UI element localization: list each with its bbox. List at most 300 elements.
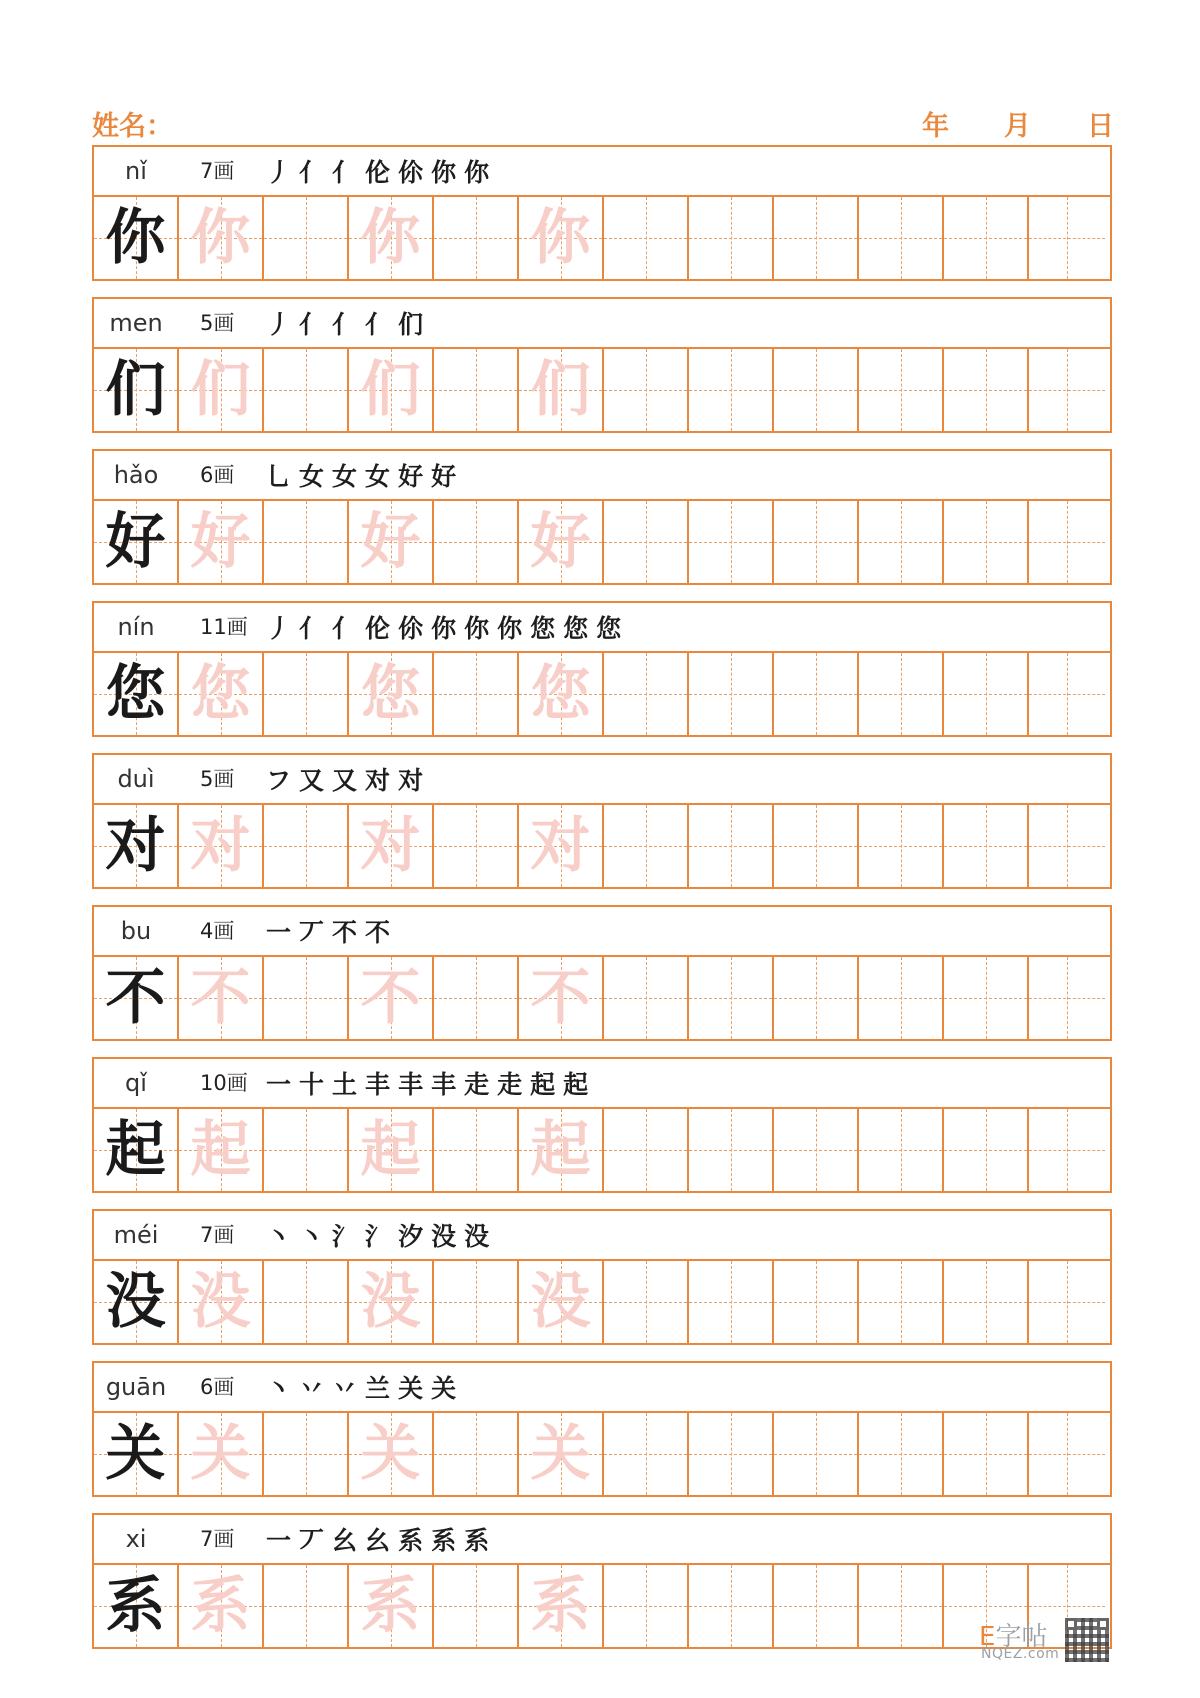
stroke-order-step: 走 [464,1070,490,1099]
grid-guide-horizontal [434,694,517,695]
stroke-order-step: 亻 [332,310,358,339]
grid-cell[interactable] [1029,349,1105,431]
stroke-order [266,1059,588,1107]
stroke-order [266,1363,456,1411]
pinyin-label: men [109,309,163,337]
grid-cell[interactable] [519,349,604,431]
grid-cell[interactable] [944,805,1029,887]
trace-character: 对 [530,811,591,881]
grid-cell[interactable] [604,1261,689,1343]
grid-guide-horizontal [1029,1606,1105,1607]
grid-cell[interactable] [774,653,859,735]
practice-row [92,1513,1112,1649]
grid-guide-horizontal [1029,1150,1105,1151]
grid-cell[interactable] [774,1565,859,1647]
grid-cell[interactable] [859,805,944,887]
stroke-order-step: 女 [365,462,391,491]
grid-cell[interactable] [94,197,179,279]
grid-cell[interactable] [349,1413,434,1495]
stroke-order-step: 十 [299,1070,325,1099]
grid-cell[interactable] [349,653,434,735]
grid-cell[interactable] [179,957,264,1039]
grid-guide-horizontal [604,238,687,239]
grid-guide-horizontal [434,998,517,999]
trace-character: 不 [190,963,251,1033]
qr-code-icon [1065,1618,1109,1662]
grid-cell[interactable] [264,957,349,1039]
grid-cell[interactable] [434,349,519,431]
trace-character: 关 [360,1419,421,1489]
grid-cell[interactable] [604,1565,689,1647]
model-character: 好 [105,507,166,577]
grid-cell[interactable] [604,653,689,735]
stroke-order-step: 乚 [266,462,292,491]
model-character: 你 [105,203,166,273]
stroke-order-step: 没 [464,1222,490,1251]
grid-cell[interactable] [349,501,434,583]
grid-guide-horizontal [689,390,772,391]
pinyin-label: guān [105,1373,167,1401]
grid-cell[interactable] [774,1261,859,1343]
row-info-bar [94,603,1110,653]
row-info-bar [94,147,1110,197]
stroke-order-step: 系 [431,1526,457,1555]
grid-cell[interactable] [944,957,1029,1039]
stroke-order [266,755,423,803]
grid-cell[interactable] [944,349,1029,431]
stroke-order-step: 伱 [398,614,424,643]
stroke-order-step: 又 [332,766,358,795]
grid-cell[interactable] [519,957,604,1039]
grid-cell[interactable] [774,197,859,279]
grid-guide-horizontal [689,998,772,999]
grid-guide-horizontal [604,998,687,999]
grid-cell[interactable] [179,1109,264,1191]
stroke-order-step: 起 [530,1070,556,1099]
grid-guide-horizontal [774,1606,857,1607]
grid-cell[interactable] [689,197,774,279]
grid-cell[interactable] [1029,501,1105,583]
grid-guide-horizontal [264,1302,347,1303]
grid-cell[interactable] [689,805,774,887]
grid-guide-horizontal [264,390,347,391]
grid-cell[interactable] [859,501,944,583]
practice-row [92,601,1112,737]
pinyin-label: nín [117,613,155,641]
grid-guide-horizontal [689,238,772,239]
grid-cell[interactable] [349,957,434,1039]
grid-guide-horizontal [944,1606,1027,1607]
stroke-order-step: 女 [299,462,325,491]
model-character: 对 [105,811,166,881]
grid-cell[interactable] [1029,805,1105,887]
grid-cell[interactable] [94,805,179,887]
pinyin-label: duì [117,765,155,793]
trace-character: 好 [360,507,421,577]
grid-guide-horizontal [1029,1454,1105,1455]
grid-guide-horizontal [1029,1302,1105,1303]
grid-cell[interactable] [604,957,689,1039]
stroke-order-step: 汐 [398,1222,424,1251]
grid-guide-horizontal [1029,694,1105,695]
trace-character: 对 [190,811,251,881]
grid-cell[interactable] [944,501,1029,583]
model-character: 不 [105,963,166,1033]
grid-cell[interactable] [519,1413,604,1495]
grid-guide-horizontal [264,846,347,847]
grid-cell[interactable] [519,197,604,279]
grid-guide-horizontal [689,1606,772,1607]
grid-cell[interactable] [264,1565,349,1647]
grid-guide-horizontal [434,238,517,239]
writing-grid [94,349,1110,431]
grid-cell[interactable] [349,1565,434,1647]
stroke-order-step: 一 [266,918,292,947]
grid-guide-horizontal [264,1454,347,1455]
grid-guide-horizontal [774,1302,857,1303]
grid-cell[interactable] [434,1565,519,1647]
trace-character: 不 [360,963,421,1033]
grid-cell[interactable] [94,349,179,431]
grid-cell[interactable] [604,349,689,431]
grid-guide-horizontal [689,694,772,695]
brand-logo-text: 字帖 [995,1622,1048,1652]
writing-grid [94,1109,1110,1191]
grid-cell[interactable] [604,197,689,279]
grid-guide-horizontal [604,846,687,847]
grid-cell[interactable] [349,349,434,431]
pinyin-label: nǐ [125,157,147,185]
grid-guide-horizontal [774,694,857,695]
grid-cell[interactable] [519,1565,604,1647]
row-info-bar [94,451,1110,501]
stroke-order-step: 你 [431,158,457,187]
grid-cell[interactable] [689,1261,774,1343]
grid-cell[interactable] [774,1109,859,1191]
grid-guide-horizontal [859,1454,942,1455]
grid-cell[interactable] [519,805,604,887]
grid-guide-horizontal [264,998,347,999]
stroke-count: 6画 [200,1375,235,1399]
grid-cell[interactable] [774,805,859,887]
stroke-order-step: 丰 [365,1070,391,1099]
grid-cell[interactable] [944,1413,1029,1495]
grid-guide-horizontal [604,1454,687,1455]
trace-character: 们 [530,355,591,425]
grid-cell[interactable] [94,1261,179,1343]
grid-guide-horizontal [944,238,1027,239]
trace-character: 你 [360,203,421,273]
grid-cell[interactable] [1029,1261,1105,1343]
grid-cell[interactable] [1029,1109,1105,1191]
grid-guide-horizontal [774,238,857,239]
grid-guide-horizontal [859,238,942,239]
pinyin-label: bu [120,917,152,945]
model-character: 们 [105,355,166,425]
grid-cell[interactable] [434,653,519,735]
grid-cell[interactable] [94,1109,179,1191]
model-character: 没 [105,1267,166,1337]
grid-cell[interactable] [689,957,774,1039]
stroke-order-step: 伦 [365,614,391,643]
grid-guide-horizontal [264,694,347,695]
grid-guide-horizontal [434,542,517,543]
writing-grid [94,805,1110,887]
stroke-order-step: 幺 [332,1526,358,1555]
grid-cell[interactable] [179,501,264,583]
trace-character: 没 [190,1267,251,1337]
trace-character: 没 [360,1267,421,1337]
grid-guide-horizontal [689,846,772,847]
stroke-order-step: 走 [497,1070,523,1099]
pinyin-label: méi [113,1221,159,1249]
stroke-order-step: 幺 [365,1526,391,1555]
grid-cell[interactable] [774,957,859,1039]
trace-character: 系 [530,1571,591,1641]
grid-cell[interactable] [774,349,859,431]
stroke-order-step: 丰 [398,1070,424,1099]
trace-character: 您 [190,659,251,729]
stroke-order-step: 又 [299,766,325,795]
grid-cell[interactable] [349,1109,434,1191]
grid-cell[interactable] [604,1413,689,1495]
stroke-order-step: 你 [431,614,457,643]
grid-cell[interactable] [1029,197,1105,279]
trace-character: 系 [190,1571,251,1641]
stroke-order [266,451,456,499]
grid-guide-horizontal [689,1302,772,1303]
model-character: 您 [105,659,166,729]
stroke-order-step: 好 [398,462,424,491]
grid-cell[interactable] [604,805,689,887]
stroke-order-step: 您 [596,614,622,643]
stroke-order-step: 您 [530,614,556,643]
grid-guide-horizontal [1029,998,1105,999]
grid-cell[interactable] [434,501,519,583]
grid-cell[interactable] [859,1109,944,1191]
grid-cell[interactable] [1029,653,1105,735]
grid-cell[interactable] [689,1413,774,1495]
grid-cell[interactable] [179,653,264,735]
grid-cell[interactable] [859,349,944,431]
grid-guide-horizontal [434,846,517,847]
writing-grid [94,501,1110,583]
trace-character: 你 [530,203,591,273]
trace-character: 不 [530,963,591,1033]
grid-cell[interactable] [689,1565,774,1647]
grid-cell[interactable] [604,501,689,583]
grid-cell[interactable] [264,1109,349,1191]
grid-guide-horizontal [604,542,687,543]
stroke-order-step: 亻 [332,614,358,643]
trace-character: 关 [530,1419,591,1489]
grid-cell[interactable] [944,1109,1029,1191]
grid-cell[interactable] [94,957,179,1039]
stroke-order-step: 对 [365,766,391,795]
stroke-order-step: 没 [431,1222,457,1251]
grid-cell[interactable] [434,1413,519,1495]
grid-guide-horizontal [944,1302,1027,1303]
row-info-bar [94,299,1110,349]
stroke-order-step: フ [266,766,292,795]
grid-cell[interactable] [944,1261,1029,1343]
grid-cell[interactable] [264,805,349,887]
grid-cell[interactable] [944,197,1029,279]
stroke-order-step: 丿 [266,158,292,187]
grid-cell[interactable] [519,1109,604,1191]
grid-cell[interactable] [94,501,179,583]
grid-cell[interactable] [1029,1413,1105,1495]
row-info-bar [94,1363,1110,1413]
grid-guide-horizontal [604,390,687,391]
grid-guide-horizontal [944,694,1027,695]
grid-cell[interactable] [179,349,264,431]
grid-cell[interactable] [264,653,349,735]
grid-cell[interactable] [859,1565,944,1647]
trace-character: 您 [360,659,421,729]
grid-cell[interactable] [179,1261,264,1343]
trace-character: 关 [190,1419,251,1489]
grid-guide-horizontal [774,998,857,999]
grid-cell[interactable] [264,1261,349,1343]
stroke-order-step: 伦 [365,158,391,187]
grid-cell[interactable] [94,1565,179,1647]
trace-character: 们 [190,355,251,425]
grid-cell[interactable] [689,349,774,431]
grid-guide-horizontal [944,542,1027,543]
grid-cell[interactable] [434,805,519,887]
stroke-order-step: 不 [332,918,358,947]
model-character: 起 [105,1115,166,1185]
pinyin-label: hǎo [113,461,159,489]
grid-cell[interactable] [774,501,859,583]
grid-cell[interactable] [689,1109,774,1191]
grid-cell[interactable] [94,1413,179,1495]
stroke-order [266,603,621,651]
grid-cell[interactable] [689,501,774,583]
writing-grid [94,957,1110,1039]
grid-cell[interactable] [349,805,434,887]
grid-cell[interactable] [859,957,944,1039]
writing-grid [94,1413,1110,1495]
grid-guide-horizontal [859,694,942,695]
grid-guide-horizontal [264,1606,347,1607]
row-info-bar [94,755,1110,805]
grid-cell[interactable] [689,653,774,735]
grid-cell[interactable] [859,653,944,735]
row-info-bar [94,1059,1110,1109]
stroke-order-step: 一 [266,1070,292,1099]
trace-character: 好 [530,507,591,577]
grid-cell[interactable] [179,197,264,279]
brand-logo-e: E [979,1622,996,1652]
grid-cell[interactable] [859,1413,944,1495]
grid-guide-horizontal [774,390,857,391]
grid-guide-horizontal [1029,390,1105,391]
grid-cell[interactable] [859,197,944,279]
row-info-bar [94,1211,1110,1261]
grid-cell[interactable] [264,1413,349,1495]
grid-cell[interactable] [604,1109,689,1191]
stroke-order-step: 土 [332,1070,358,1099]
grid-cell[interactable] [774,1413,859,1495]
grid-cell[interactable] [434,1261,519,1343]
trace-character: 起 [190,1115,251,1185]
practice-row [92,145,1112,281]
row-info-bar [94,1515,1110,1565]
grid-cell[interactable] [349,1261,434,1343]
grid-guide-horizontal [264,1150,347,1151]
grid-guide-horizontal [689,1150,772,1151]
grid-guide-horizontal [774,846,857,847]
stroke-order-step: 伱 [398,158,424,187]
pinyin-label: xi [125,1525,147,1553]
grid-cell[interactable] [859,1261,944,1343]
stroke-order-step: 丶 [266,1222,292,1251]
grid-cell[interactable] [434,197,519,279]
name-label: 姓名： [92,111,173,142]
stroke-order-step: 丰 [431,1070,457,1099]
stroke-order-step: 亻 [332,158,358,187]
writing-grid [94,653,1110,735]
grid-guide-horizontal [264,542,347,543]
grid-cell[interactable] [179,1565,264,1647]
stroke-order-step: 丆 [299,918,325,947]
grid-cell[interactable] [519,1261,604,1343]
stroke-count: 11画 [200,615,248,639]
grid-cell[interactable] [179,1413,264,1495]
trace-character: 你 [190,203,251,273]
stroke-count: 4画 [200,919,235,943]
stroke-order-step: 丷 [299,1374,325,1403]
grid-cell[interactable] [264,197,349,279]
grid-cell[interactable] [349,197,434,279]
grid-guide-horizontal [434,1150,517,1151]
stroke-order-step: 丶 [299,1222,325,1251]
grid-guide-horizontal [604,1302,687,1303]
grid-guide-horizontal [774,542,857,543]
stroke-order-step: 不 [365,918,391,947]
grid-cell[interactable] [519,653,604,735]
grid-guide-horizontal [604,1606,687,1607]
grid-guide-horizontal [604,1150,687,1151]
stroke-order-step: 丿 [266,310,292,339]
sheet-header [92,104,1114,142]
stroke-order-step: 对 [398,766,424,795]
grid-cell[interactable] [434,1109,519,1191]
grid-cell[interactable] [94,653,179,735]
model-character: 系 [105,1571,166,1641]
pinyin-label: qǐ [125,1069,147,1097]
grid-cell[interactable] [179,805,264,887]
stroke-order-step: 系 [464,1526,490,1555]
model-character: 关 [105,1419,166,1489]
stroke-order-step: 你 [497,614,523,643]
grid-guide-horizontal [944,390,1027,391]
trace-character: 们 [360,355,421,425]
stroke-order-step: 一 [266,1526,292,1555]
grid-guide-horizontal [434,1302,517,1303]
stroke-order-step: 亻 [299,614,325,643]
grid-cell[interactable] [434,957,519,1039]
grid-cell[interactable] [519,501,604,583]
grid-guide-horizontal [859,390,942,391]
grid-cell[interactable] [264,349,349,431]
practice-row [92,1209,1112,1345]
grid-cell[interactable] [944,653,1029,735]
grid-cell[interactable] [1029,957,1105,1039]
grid-cell[interactable] [264,501,349,583]
